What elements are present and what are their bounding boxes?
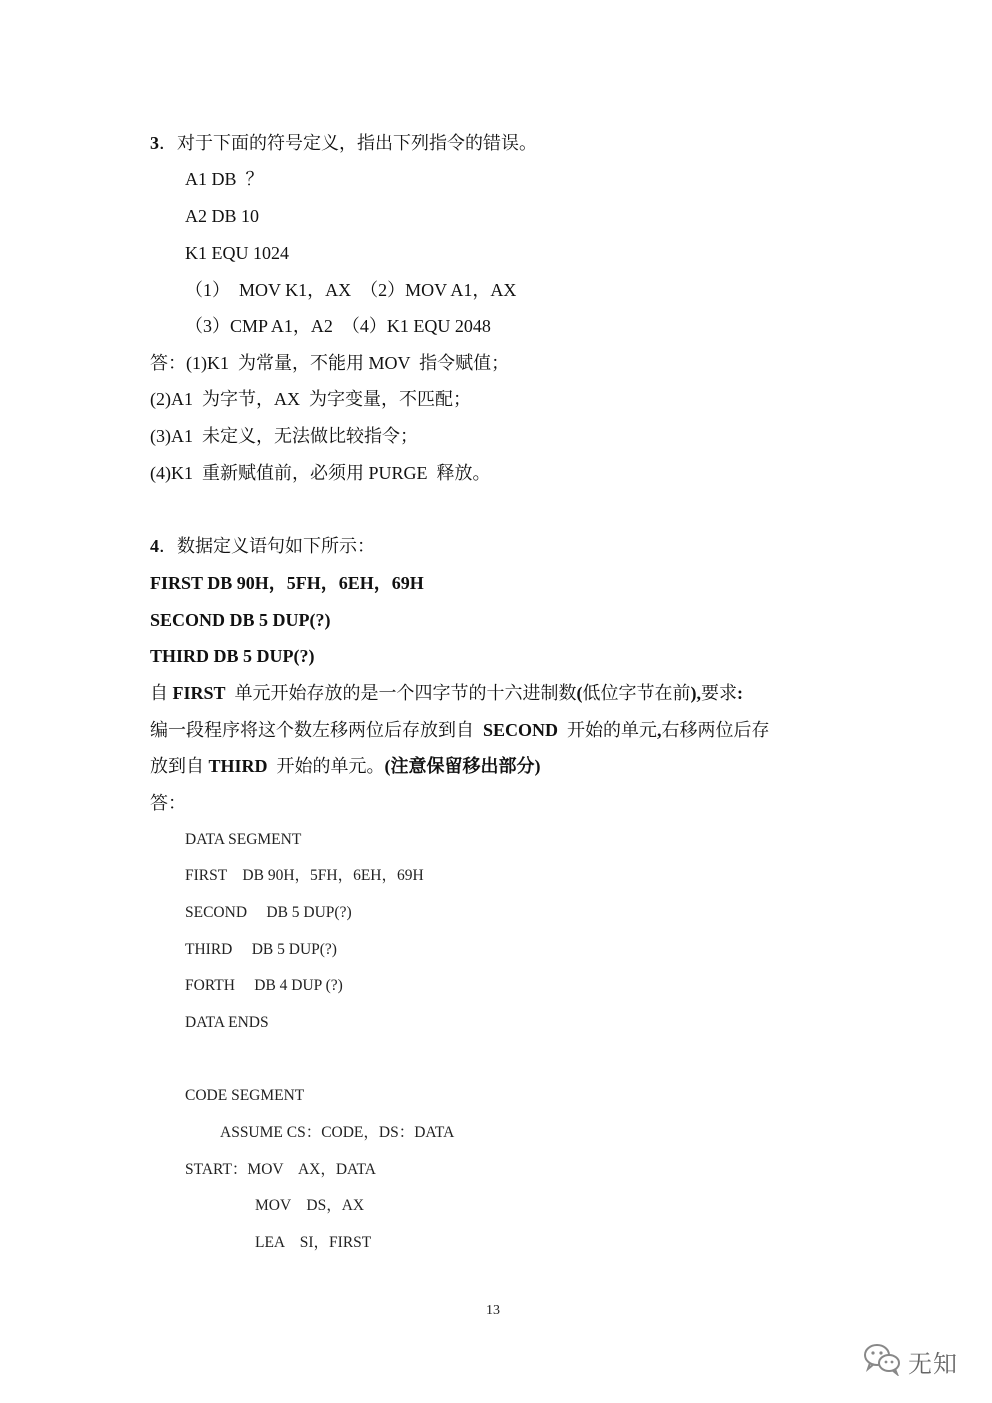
q3-options-2: （3）CMP A1，A2 （4）K1 EQU 2048 <box>185 316 491 336</box>
req1-text-c: 单元开始存放的是一个四字节的十六进制数 <box>225 683 577 703</box>
q3-answer-3: (3)A1 未定义，无法做比较指令； <box>150 426 418 446</box>
wechat-icon <box>862 1342 902 1381</box>
req3-text-c: 开始的单元。 <box>267 756 385 776</box>
code-line-data-ends: DATA ENDS <box>185 1014 269 1031</box>
q3-options-1: （1） MOV K1，AX （2）MOV A1，AX <box>185 280 517 300</box>
req1-paren-open: ( <box>576 683 583 703</box>
q3-def-a1: A1 DB ？ <box>185 169 264 189</box>
q4-answer-label: 答： <box>150 793 186 813</box>
code-line-lea: LEA SI，FIRST <box>255 1234 372 1251</box>
watermark <box>862 1342 958 1381</box>
req2-text-a: 编一段程序将这个数左移两位后存放到自 <box>150 720 483 740</box>
code-line-third: THIRD DB 5 DUP(?) <box>185 941 337 958</box>
page-number: 13 <box>486 1303 500 1318</box>
code-line-first: FIRST DB 90H，5FH，6EH，69H <box>185 867 424 884</box>
q3-def-k1: K1 EQU 1024 <box>185 243 289 263</box>
req1-colon: : <box>737 683 744 703</box>
req1-text-e: 低位字节在前 <box>582 683 691 703</box>
q4-requirement-3 <box>150 755 541 777</box>
code-line-code-segment: CODE SEGMENT <box>185 1087 305 1104</box>
req1-paren-close: ), <box>690 683 702 703</box>
q4-def-third: THIRD DB 5 DUP(?) <box>150 646 315 666</box>
q4-heading <box>150 535 375 557</box>
watermark-text: 无知 <box>908 1350 958 1378</box>
q3-number: 3 <box>150 133 159 153</box>
req3-third-keyword: THIRD <box>208 756 268 776</box>
req2-text-c: 开始的单元 <box>558 720 658 740</box>
q3-heading <box>150 132 537 154</box>
req1-first-keyword: FIRST <box>172 683 226 703</box>
q3-answer-2: (2)A1 为字节，AX 为字变量，不匹配； <box>150 389 471 409</box>
req3-paren-open: ( <box>384 756 391 776</box>
req2-comma: , <box>657 720 662 740</box>
q3-answer-4: (4)K1 重新赋值前，必须用 PURGE 释放。 <box>150 463 491 483</box>
q4-requirement-1 <box>150 682 743 704</box>
code-line-start: START：MOV AX，DATA <box>185 1161 376 1178</box>
req2-text-e: 右移两位后存 <box>661 720 770 740</box>
req1-text-g: 要求 <box>701 683 738 703</box>
q4-requirement-2 <box>150 719 770 741</box>
q3-def-a2: A2 DB 10 <box>185 206 260 226</box>
q3-answer-1: 答：(1)K1 为常量，不能用 MOV 指令赋值； <box>150 353 510 373</box>
q4-def-second: SECOND DB 5 DUP(?) <box>150 610 331 630</box>
code-line-forth: FORTH DB 4 DUP (?) <box>185 977 343 994</box>
req1-text-a: 自 <box>150 683 173 703</box>
code-line-assume: ASSUME CS：CODE，DS：DATA <box>220 1124 455 1141</box>
q3-question: ．对于下面的符号定义，指出下列指令的错误。 <box>159 133 537 153</box>
q4-def-first: FIRST DB 90H，5FH，6EH，69H <box>150 573 424 593</box>
req3-text-a: 放到自 <box>150 756 209 776</box>
req3-note: 注意保留移出部分 <box>390 756 535 776</box>
code-line-mov-ds: MOV DS，AX <box>255 1197 365 1214</box>
code-line-second: SECOND DB 5 DUP(?) <box>185 904 352 921</box>
q4-question: ．数据定义语句如下所示： <box>159 536 375 556</box>
req3-paren-close: ) <box>534 756 541 776</box>
code-line-data-segment: DATA SEGMENT <box>185 831 302 848</box>
q4-number: 4 <box>150 536 159 556</box>
req2-second-keyword: SECOND <box>483 720 559 740</box>
